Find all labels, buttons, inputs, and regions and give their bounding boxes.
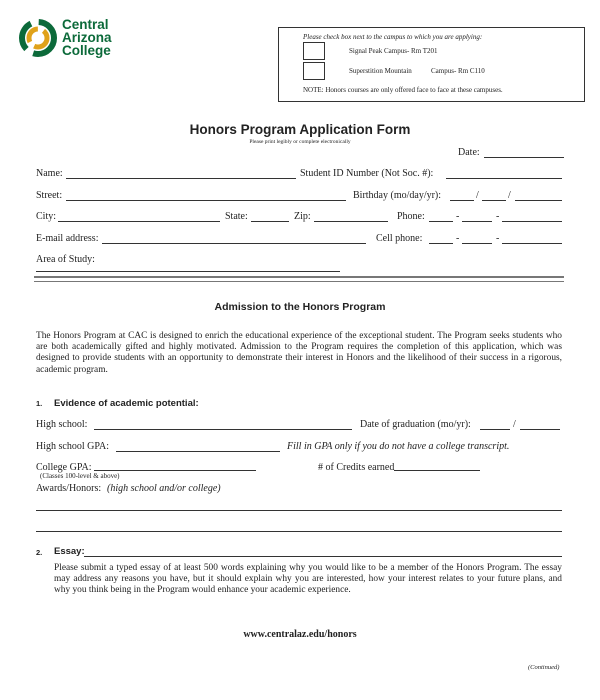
email-label: E-mail address:	[36, 233, 99, 244]
phone-dash-2: -	[496, 211, 500, 222]
birthday-label: Birthday (mo/day/yr):	[353, 190, 442, 201]
state-label: State:	[225, 211, 248, 222]
gpa-note: Fill in GPA only if you do not have a college transcript.	[287, 441, 510, 452]
logo-emblem-icon	[18, 18, 58, 58]
zip-field[interactable]	[314, 221, 388, 222]
admission-paragraph: The Honors Program at CAC is designed to enrich the educational experience of the exceptional student. The Program seeks students who are both academically gifted and highly motivated. Admission to the Program requires the completion of this application, which was designed to provide students with an opportunity to demonstrate their interest in Honors and the likelihood of their success in a rigorous, academic program.	[36, 331, 562, 375]
birthday-month-field[interactable]	[450, 200, 474, 201]
section-2-heading: Essay:	[54, 546, 85, 557]
date-label: Date:	[458, 147, 480, 158]
section-1-number: 1.	[36, 399, 43, 408]
credits-label: # of Credits earned	[318, 462, 395, 473]
student-id-label: Student ID Number (Not Soc. #):	[300, 168, 434, 179]
name-label: Name:	[36, 168, 63, 179]
section-1-heading: Evidence of academic potential:	[54, 398, 199, 409]
cell-phone-label: Cell phone:	[376, 233, 423, 244]
high-school-field[interactable]	[94, 429, 352, 430]
hs-gpa-field[interactable]	[116, 451, 280, 452]
graduation-slash: /	[513, 419, 516, 430]
name-field[interactable]	[66, 178, 296, 179]
phone-dash-1: -	[456, 211, 460, 222]
campus-selection-box	[278, 27, 585, 102]
essay-line[interactable]	[84, 556, 562, 557]
essay-paragraph: Please submit a typed essay of at least 500 words explaining why you would like to be a member of the Honors Program. The essay may address any reasons you have, but it should explain why you are interested, how your interest relates to your future plans, and why you think being in the Program would enhance your academic experience.	[54, 563, 562, 596]
awards-note: (high school and/or college)	[107, 483, 221, 494]
section-divider-thin	[34, 281, 564, 282]
cell-dash-2: -	[496, 233, 500, 244]
phone-line-field[interactable]	[502, 221, 562, 222]
superstition-mountain-label: Superstition Mountain	[349, 67, 412, 75]
section-divider-thick	[34, 276, 564, 278]
section-2-number: 2.	[36, 548, 43, 557]
high-school-label: High school:	[36, 419, 88, 430]
birthday-year-field[interactable]	[515, 200, 562, 201]
website-link[interactable]: www.centralaz.edu/honors	[243, 629, 357, 640]
state-field[interactable]	[251, 221, 289, 222]
logo-line-1: Central	[62, 17, 109, 32]
birthday-slash-2: /	[508, 190, 511, 201]
phone-prefix-field[interactable]	[462, 221, 492, 222]
cell-prefix-field[interactable]	[462, 243, 492, 244]
student-id-field[interactable]	[446, 178, 562, 179]
campus-instruction: Please check box next to the campus to which you are applying:	[303, 33, 483, 41]
form-subtitle: Please print legibly or complete electronically	[249, 139, 351, 145]
college-gpa-note: (Classes 100-level & above)	[40, 472, 120, 480]
superstition-mountain-room: Campus- Rm C110	[431, 67, 485, 75]
college-logo	[18, 18, 128, 58]
superstition-mountain-checkbox[interactable]	[303, 62, 325, 80]
graduation-year-field[interactable]	[520, 429, 560, 430]
birthday-slash-1: /	[476, 190, 479, 201]
college-gpa-label: College GPA:	[36, 462, 92, 473]
signal-peak-label: Signal Peak Campus- Rm T201	[349, 47, 438, 55]
city-field[interactable]	[58, 221, 220, 222]
cell-line-field[interactable]	[502, 243, 562, 244]
graduation-month-field[interactable]	[480, 429, 510, 430]
campus-note: NOTE: Honors courses are only offered face to face at these campuses.	[303, 86, 503, 94]
admission-heading: Admission to the Honors Program	[214, 301, 386, 313]
credits-field[interactable]	[394, 470, 480, 471]
form-title: Honors Program Application Form	[189, 122, 411, 137]
street-label: Street:	[36, 190, 63, 201]
email-field[interactable]	[102, 243, 366, 244]
area-of-study-field[interactable]	[36, 271, 340, 272]
birthday-day-field[interactable]	[482, 200, 506, 201]
logo-line-3: College	[62, 43, 111, 58]
hs-gpa-label: High school GPA:	[36, 441, 109, 452]
cell-dash-1: -	[456, 233, 460, 244]
logo-line-2: Arizona	[62, 30, 112, 45]
awards-field-line-1[interactable]	[36, 510, 562, 511]
zip-label: Zip:	[294, 211, 311, 222]
signal-peak-checkbox[interactable]	[303, 42, 325, 60]
cell-area-field[interactable]	[429, 243, 453, 244]
awards-field-line-2[interactable]	[36, 531, 562, 532]
date-field[interactable]	[484, 157, 564, 158]
street-field[interactable]	[66, 200, 346, 201]
phone-area-field[interactable]	[429, 221, 453, 222]
continued-note: (Continued)	[528, 664, 560, 671]
college-gpa-field[interactable]	[94, 470, 256, 471]
phone-label: Phone:	[397, 211, 425, 222]
awards-label: Awards/Honors:	[36, 483, 102, 494]
area-of-study-label: Area of Study:	[36, 254, 95, 265]
graduation-label: Date of graduation (mo/yr):	[360, 419, 471, 430]
city-label: City:	[36, 211, 57, 222]
